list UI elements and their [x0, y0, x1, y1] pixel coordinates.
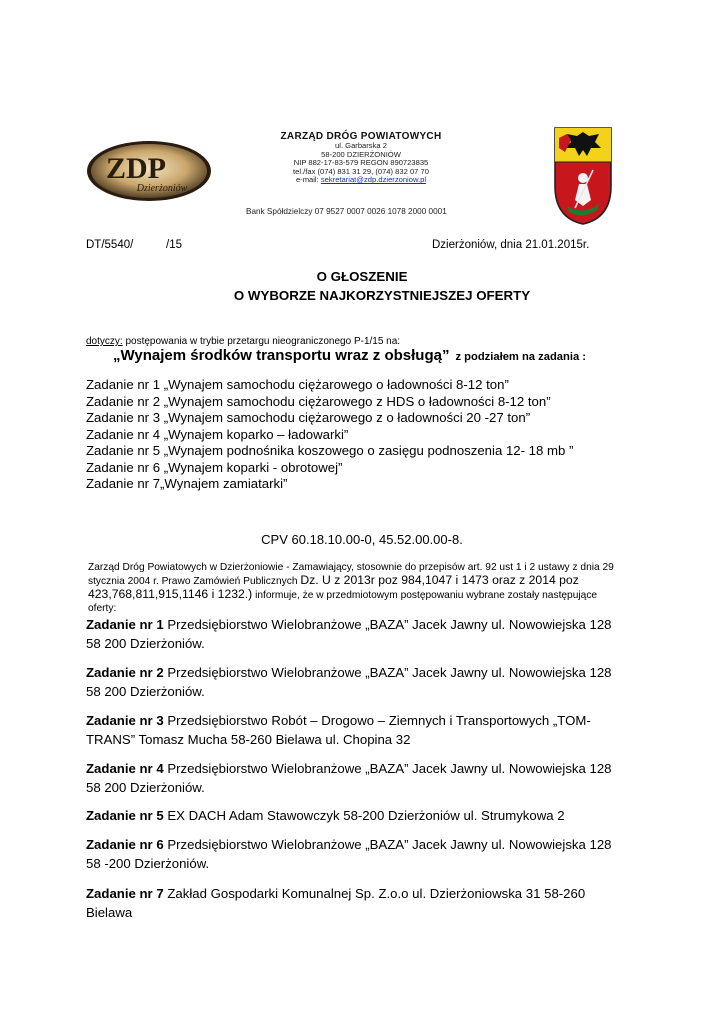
- organization-info: [236, 131, 486, 185]
- award-item: Zadanie nr 2 Przedsiębiorstwo Wielobranżowe „BAZA” Jacek Jawny ul. Nowowiejska 128 58 200 Dzierżoniów.: [86, 665, 612, 699]
- org-name: ZARZĄD DRÓG POWIATOWYCH: [280, 131, 442, 142]
- phone-fax: tel./fax (074) 831 31 29, (074) 832 07 70: [293, 166, 429, 176]
- award-item: Zadanie nr 4 Przedsiębiorstwo Wielobranżowe „BAZA” Jacek Jawny ul. Nowowiejska 128 58 200 Dzierżoniów.: [86, 761, 612, 795]
- award-item: Zadanie nr 5 EX DACH Adam Stawowczyk 58-200 Dzierżoniów ul. Strumykowa 2: [86, 808, 565, 823]
- list-item: Zadanie nr 6 „Wynajem koparki - obrotowej”: [86, 459, 343, 475]
- award-item: Zadanie nr 7 Zakład Gospodarki Komunalnej Sp. Z.o.o ul. Dzierżoniowska 31 58-260 Bielawa: [86, 886, 586, 920]
- tender-subject: [113, 347, 586, 365]
- svg-text:Dzierżoniów: Dzierżoniów: [136, 183, 188, 194]
- task-list: [86, 377, 573, 493]
- list-item: Zadanie nr 1 „Wynajem samochodu ciężarowego o ładowności 8-12 ton”: [86, 377, 509, 392]
- award-item: Zadanie nr 6 Przedsiębiorstwo Wielobranżowe „BAZA” Jacek Jawny ul. Nowowiejska 128 58 -200 Dzierżoniów.: [86, 837, 612, 871]
- zdp-logo: [86, 139, 212, 203]
- nip-regon: NIP 882-17-83-579 REGON 890723835: [293, 158, 429, 168]
- bank-account: Bank Spółdzielczy 07 9527 0007 0026 1078 2000 0001: [246, 207, 447, 216]
- tender-suffix: z podziałem na zadania :: [455, 351, 586, 363]
- svg-text:ZDP: ZDP: [106, 152, 166, 185]
- reference-year: /15: [166, 239, 182, 251]
- coat-of-arms: [553, 126, 613, 226]
- award-item: Zadanie nr 1 Przedsiębiorstwo Wielobranżowe „BAZA” Jacek Jawny ul. Nowowiejska 128 58 200 Dzierżoniów.: [86, 617, 612, 651]
- list-item: Zadanie nr 3 „Wynajem samochodu ciężarowego z o ładowności 20 -27 ton”: [86, 410, 531, 425]
- concerning-label: dotyczy:: [86, 336, 123, 347]
- list-item: Zadanie nr 4 „Wynajem koparko – ładowarki”: [86, 426, 349, 442]
- list-item: Zadanie nr 2 „Wynajem samochodu ciężarowego z HDS o ładowności 8-12 ton”: [86, 393, 551, 409]
- address-street: ul. Garbarska 2: [335, 141, 387, 150]
- list-item: Zadanie nr 7„Wynajem zamiatarki”: [86, 476, 288, 491]
- email-line: e-mail: sekretariat@zdp.dzierzoniow.pl: [295, 175, 427, 185]
- award-item: Zadanie nr 3 Przedsiębiorstwo Robót – Drogowo – Ziemnych i Transportowych „TOM-TRANS” Tomasz Mucha 58-260 Bielawa ul. Chopina 32: [86, 713, 591, 747]
- place-date: Dzierżoniów, dnia 21.01.2015r.: [432, 239, 590, 251]
- cpv-codes: CPV 60.18.10.00-0, 45.52.00.00-8.: [261, 532, 463, 547]
- address-city: 58-200 DZIERŻONIÓW: [321, 149, 401, 159]
- reference-number: DT/5540/ /15: [86, 239, 182, 251]
- intro-paragraph: Zarząd Dróg Powiatowych w Dzierżoniowie - Zamawiający, stosownie do przepisów art. 92 ust 1 i 2 ustawy z dnia 29 stycznia 2004 r. Prawo Zamówień Publicznych Dz. U z 2013r poz 984,1047 i 1473 oraz z 2014 poz 423,768,811,915,1146 i 1232.) informuje, że w przedmiotowym postępowaniu wybrane zostały następujące oferty:: [88, 562, 614, 614]
- concerning-line: dotyczy: postępowania w trybie przetargu nieograniczonego P-1/15 na:: [86, 336, 401, 347]
- email-link[interactable]: sekretariat@zdp.dzierzoniow.pl: [320, 175, 427, 185]
- list-item: Zadanie nr 5 „Wynajem podnośnika koszowego o zasięgu podnoszenia 12- 18 mb ”: [86, 443, 574, 458]
- tender-name: „Wynajem środków transportu wraz z obsługą”: [113, 347, 450, 364]
- page-title: O GŁOSZENIE: [316, 269, 408, 284]
- page-subtitle: O WYBORZE NAJKORZYSTNIEJSZEJ OFERTY: [233, 288, 531, 303]
- law-reference: Dz. U z 2013r poz 984,1047 i 1473 oraz z 2014 poz 423,768,811,915,1146 i 1232.): [88, 573, 579, 601]
